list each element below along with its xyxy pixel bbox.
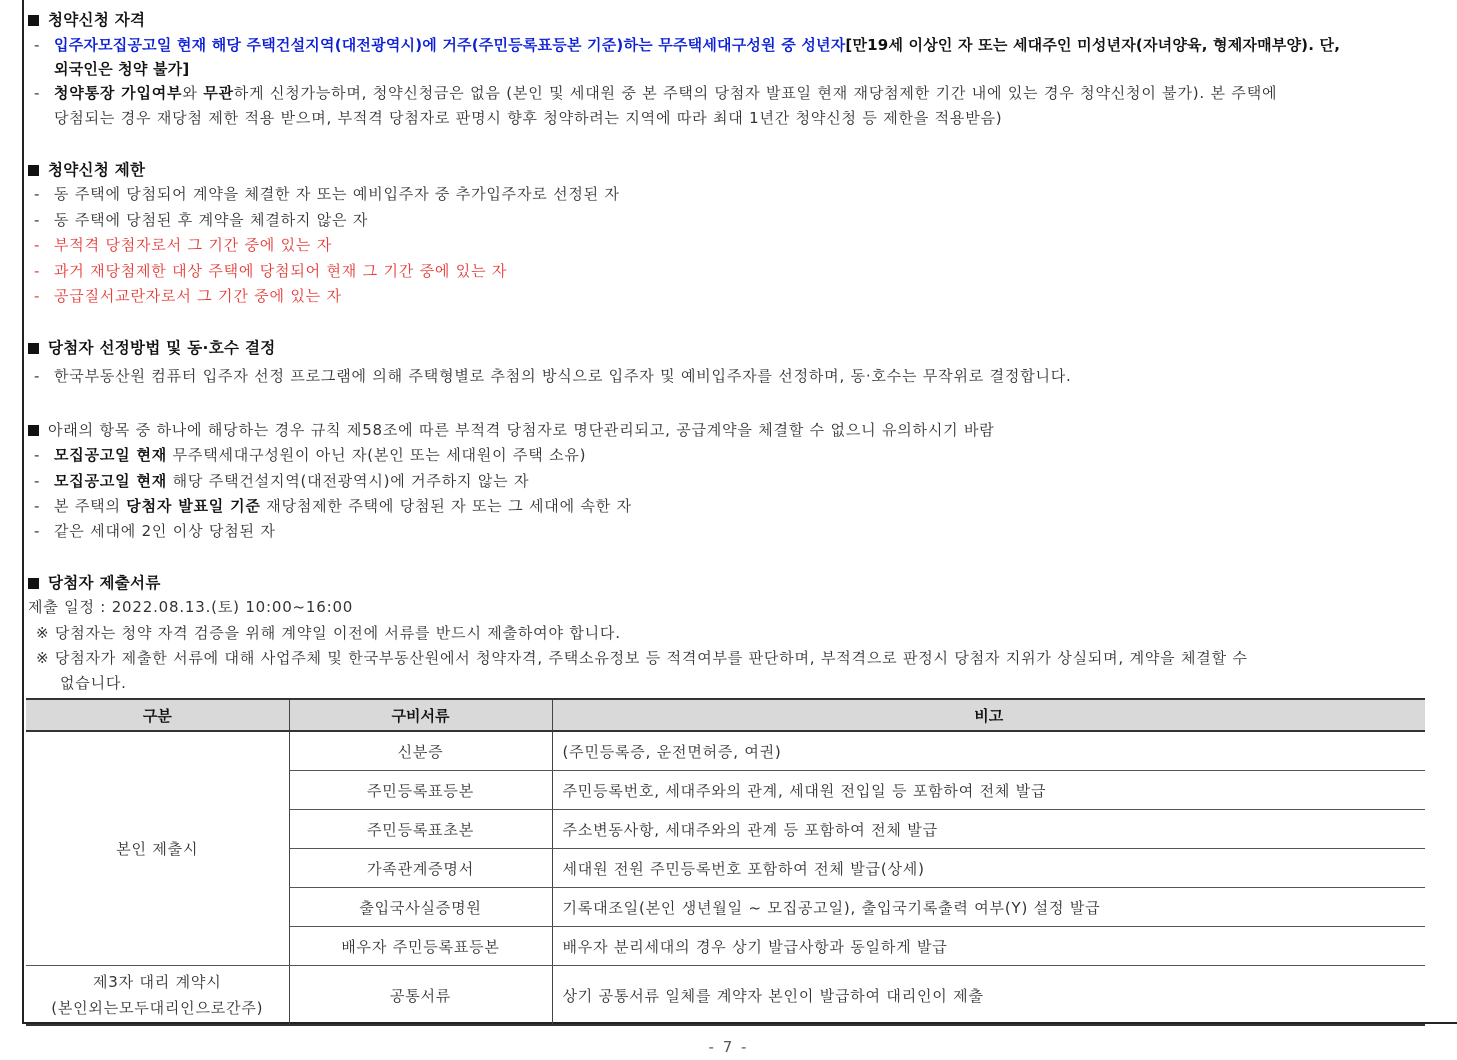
ineligible-item: - 본 주택의 당첨자 발표일 기준 재당첨제한 주택에 당첨된 자 또는 그 세대에 속한 자 bbox=[34, 497, 632, 515]
documents-table bbox=[26, 698, 1425, 1026]
documents-note: ※ 당첨자는 청약 자격 검증을 위해 계약일 이전에 서류를 반드시 제출하여야 합니다. bbox=[36, 624, 621, 642]
document-name: 배우자 주민등록표등본 bbox=[289, 927, 552, 966]
document-name: 출입국사실증명원 bbox=[289, 888, 552, 927]
document-name: 신분증 bbox=[289, 731, 552, 771]
square-bullet-icon bbox=[28, 15, 39, 26]
group-label-proxy bbox=[26, 966, 289, 1026]
restriction-item: - 동 주택에 당첨되어 계약을 체결한 자 또는 예비입주자 중 추가입주자로 선정된 자 bbox=[34, 185, 620, 203]
document-name: 가족관계증명서 bbox=[289, 849, 552, 888]
submission-schedule: 제출 일정 : 2022.08.13.(토) 10:00~16:00 bbox=[28, 598, 354, 616]
square-bullet-icon bbox=[28, 165, 39, 176]
square-bullet-icon bbox=[28, 425, 39, 436]
group-label-proxy-line: 제3자 대리 계약시 bbox=[92, 973, 222, 991]
column-header: 구분 bbox=[26, 699, 289, 731]
restriction-item: - 부적격 당첨자로서 그 기간 중에 있는 자 bbox=[34, 236, 333, 254]
document-name: 공통서류 bbox=[289, 966, 552, 1026]
table-header-row bbox=[26, 699, 1425, 731]
selection-item: - 한국부동산원 컴퓨터 입주자 선정 프로그램에 의해 주택형별로 추첨의 방식으로 입주자 및 예비입주자를 선정하며, 동·호수는 무작위로 결정합니다. bbox=[34, 367, 1072, 385]
section-heading-eligibility: 청약신청 자격 bbox=[28, 8, 145, 30]
section-heading-selection: 당첨자 선정방법 및 동·호수 결정 bbox=[28, 336, 276, 358]
square-bullet-icon bbox=[28, 343, 39, 354]
documents-note: ※ 당첨자가 제출한 서류에 대해 사업주체 및 한국부동산원에서 청약자격, 주택소유정보 등 적격여부를 판단하며, 부적격으로 판정시 당첨자 지위가 상실되며, 계약을 체결할 수 bbox=[36, 649, 1248, 667]
ineligible-item: - 모집공고일 현재 무주택세대구성원이 아닌 자(본인 또는 세대원이 주택 소유) bbox=[34, 446, 587, 464]
section-heading-ineligible: 아래의 항목 중 하나에 해당하는 경우 규칙 제58조에 따른 부적격 당첨자로 명단관리되고, 공급계약을 체결할 수 없으니 유의하시기 바람 bbox=[28, 419, 995, 440]
section-heading-restriction: 청약신청 제한 bbox=[28, 158, 145, 180]
ineligible-item: - 같은 세대에 2인 이상 당첨된 자 bbox=[34, 522, 276, 540]
eligibility-line-1-cont: 외국인은 청약 불가] bbox=[54, 60, 190, 78]
column-header: 비고 bbox=[552, 699, 1425, 731]
square-bullet-icon bbox=[28, 578, 39, 589]
restriction-item: - 동 주택에 당첨된 후 계약을 체결하지 않은 자 bbox=[34, 211, 369, 229]
document-note: 세대원 전원 주민등록번호 포함하여 전체 발급(상세) bbox=[552, 849, 1425, 888]
eligibility-line-2-cont: 당첨되는 경우 재당첨 제한 적용 받으며, 부적격 당첨자로 판명시 향후 청약하려는 지역에 따라 최대 1년간 청약신청 등 제한을 적용받음) bbox=[54, 109, 1003, 127]
page-number: - 7 - bbox=[708, 1038, 749, 1056]
table-row bbox=[26, 966, 1425, 1026]
group-label-proxy-line: (본인외는모두대리인으로간주) bbox=[51, 999, 264, 1017]
eligibility-line-1: - 입주자모집공고일 현재 해당 주택건설지역(대전광역시)에 거주(주민등록표등본 기준)하는 무주택세대구성원 중 성년자[만19세 이상인 자 또는 세대주인 미성년자(자녀양육, 형제자매부양). 단, bbox=[34, 36, 1341, 54]
document-note: 기록대조일(본인 생년월일 ~ 모집공고일), 출입국기록출력 여부(Y) 설정 발급 bbox=[552, 888, 1425, 927]
document-name: 주민등록표초본 bbox=[289, 810, 552, 849]
document-note: 상기 공통서류 일체를 계약자 본인이 발급하여 대리인이 제출 bbox=[552, 966, 1425, 1026]
restriction-item: - 공급질서교란자로서 그 기간 중에 있는 자 bbox=[34, 287, 342, 305]
documents-note-cont: 없습니다. bbox=[60, 674, 127, 692]
document-note: 배우자 분리세대의 경우 상기 발급사항과 동일하게 발급 bbox=[552, 927, 1425, 966]
column-header: 구비서류 bbox=[289, 699, 552, 731]
ineligible-item: - 모집공고일 현재 해당 주택건설지역(대전광역시)에 거주하지 않는 자 bbox=[34, 472, 530, 490]
document-note: 주민등록번호, 세대주와의 관계, 세대원 전입일 등 포함하여 전체 발급 bbox=[552, 771, 1425, 810]
restriction-item: - 과거 재당첨제한 대상 주택에 당첨되어 현재 그 기간 중에 있는 자 bbox=[34, 262, 508, 280]
eligibility-line-2: - 청약통장 가입여부와 무관하게 신청가능하며, 청약신청금은 없음 (본인 및 세대원 중 본 주택의 당첨자 발표일 현재 재당첨제한 기간 내에 있는 경우 청약신청이 불가). 본 주택에 bbox=[34, 84, 1278, 102]
table-row bbox=[26, 731, 1425, 771]
document-name: 주민등록표등본 bbox=[289, 771, 552, 810]
document-note: (주민등록증, 운전면허증, 여권) bbox=[552, 731, 1425, 771]
document-note: 주소변동사항, 세대주와의 관계 등 포함하여 전체 발급 bbox=[552, 810, 1425, 849]
section-heading-documents: 당첨자 제출서류 bbox=[28, 571, 161, 593]
group-label-self: 본인 제출시 bbox=[26, 731, 289, 966]
